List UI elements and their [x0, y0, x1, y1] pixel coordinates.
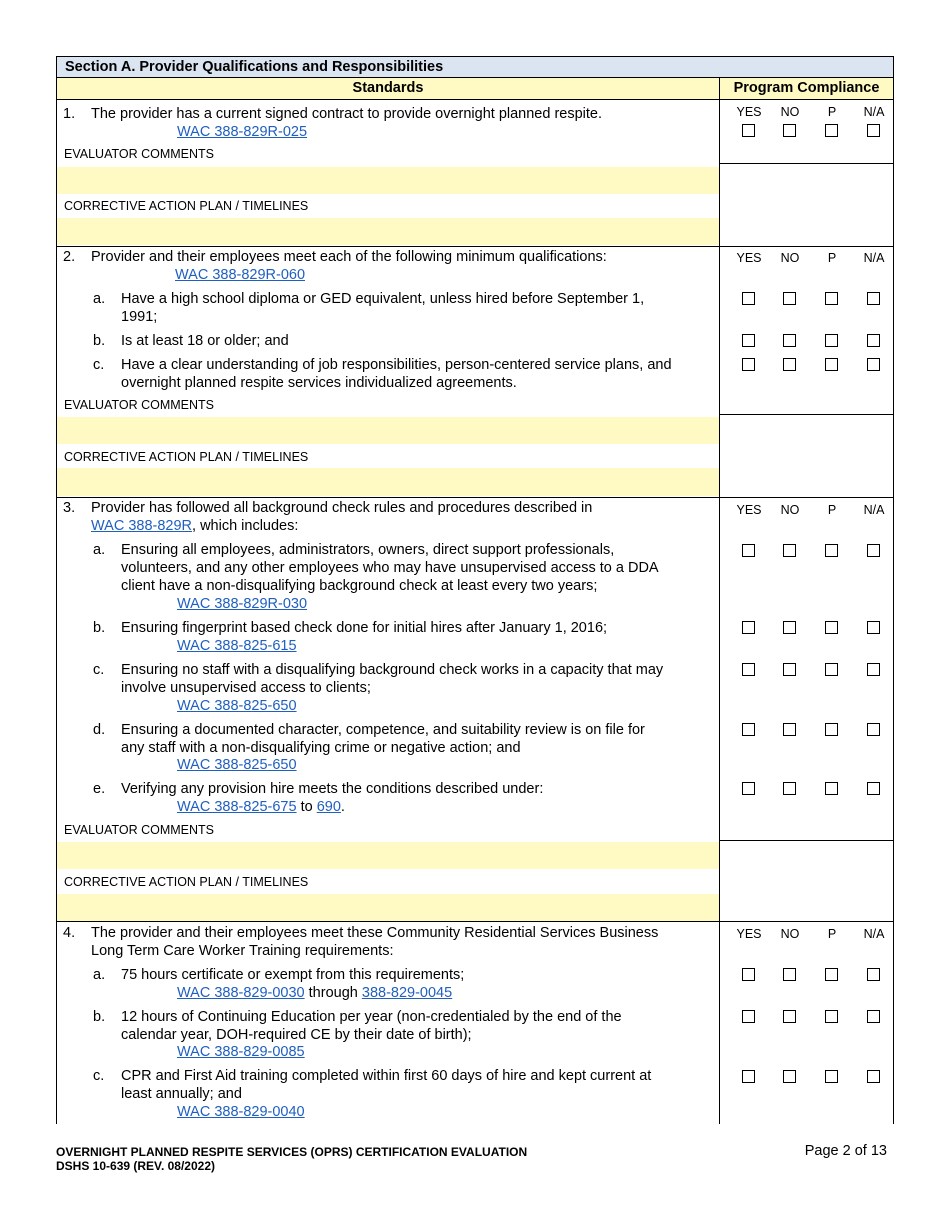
checkbox-yes[interactable] [742, 334, 755, 347]
option-header-no: NO [780, 251, 800, 265]
item-number: 2. [63, 249, 76, 265]
item-4c-text: CPR and First Aid training completed within first 60 days of hire and kept current at [121, 1068, 652, 1084]
sub-letter: c. [93, 1068, 105, 1084]
checkbox-no[interactable] [783, 544, 796, 557]
sub-letter: c. [93, 662, 105, 678]
wac-link[interactable]: WAC 388-825-650 [177, 757, 297, 773]
section-title: Section A. Provider Qualifications and Responsibilities [56, 56, 894, 78]
option-header-p: P [827, 927, 837, 941]
checkbox-no[interactable] [783, 334, 796, 347]
option-header-na: N/A [863, 503, 885, 517]
corrective-action-label: CORRECTIVE ACTION PLAN / TIMELINES [64, 875, 309, 889]
checkbox-na[interactable] [867, 544, 880, 557]
wac-link[interactable]: WAC 388-825-650 [177, 698, 297, 714]
checkbox-na[interactable] [867, 334, 880, 347]
checkbox-p[interactable] [825, 292, 838, 305]
checkbox-no[interactable] [783, 621, 796, 634]
period: . [340, 799, 345, 815]
evaluator-comments-field-2[interactable] [57, 417, 719, 444]
sub-letter: c. [93, 357, 105, 373]
checkbox-na[interactable] [867, 968, 880, 981]
footer-form-number: DSHS 10-639 (REV. 08/2022) [56, 1159, 215, 1173]
item-3c-text: Ensuring no staff with a disqualifying background check works in a capacity that may [121, 662, 664, 678]
sub-letter: a. [93, 542, 106, 558]
checkbox-no[interactable] [783, 358, 796, 371]
option-header-p: P [827, 251, 837, 265]
checkbox-na[interactable] [867, 663, 880, 676]
item-3d-text: any staff with a non-disqualifying crime or negative action; and [121, 740, 521, 756]
standards-header: Standards [56, 78, 720, 100]
option-header-na: N/A [863, 105, 885, 119]
item-4b-text: 12 hours of Continuing Education per year (non-credentialed by the end of the [121, 1009, 622, 1025]
item-2c-text: Have a clear understanding of job responsibilities, person-centered service plans, and [121, 357, 672, 373]
sub-letter: b. [93, 1009, 106, 1025]
checkbox-yes[interactable] [742, 292, 755, 305]
wac-link[interactable]: WAC 388-829-0030 [177, 985, 305, 1001]
item-2c-text: overnight planned respite services individualized agreements. [121, 375, 517, 391]
item-4-text: Long Term Care Worker Training requirements: [91, 943, 394, 959]
checkbox-no[interactable] [783, 663, 796, 676]
checkbox-na[interactable] [867, 621, 880, 634]
checkbox-na[interactable] [867, 782, 880, 795]
item-number: 3. [63, 500, 76, 516]
checkbox-yes[interactable] [742, 968, 755, 981]
wac-link[interactable]: 690 [316, 799, 341, 815]
checkbox-p[interactable] [825, 968, 838, 981]
checkbox-p[interactable] [825, 723, 838, 736]
item-3a-text: client have a non-disqualifying background check at least every two years; [121, 578, 598, 594]
item-4a-text: 75 hours certificate or exempt from this requirements; [121, 967, 465, 983]
checkbox-na[interactable] [867, 124, 880, 137]
item-2a-text: Have a high school diploma or GED equivalent, unless hired before September 1, [121, 291, 645, 307]
checkbox-yes[interactable] [742, 621, 755, 634]
checkbox-no[interactable] [783, 723, 796, 736]
checkbox-p[interactable] [825, 621, 838, 634]
wac-link[interactable]: WAC 388-829R-030 [177, 596, 308, 612]
evaluator-comments-label: EVALUATOR COMMENTS [64, 398, 215, 412]
row-divider [56, 497, 894, 498]
checkbox-yes[interactable] [742, 358, 755, 371]
checkbox-no[interactable] [783, 124, 796, 137]
item-3b-text: Ensuring fingerprint based check done for initial hires after January 1, 2016; [121, 620, 608, 636]
wac-link[interactable]: WAC 388-825-675 [177, 799, 297, 815]
option-header-yes: YES [736, 105, 762, 119]
checkbox-na[interactable] [867, 723, 880, 736]
column-divider [719, 100, 720, 1124]
item-3e-text: Verifying any provision hire meets the conditions described under: [121, 781, 544, 797]
footer-title: OVERNIGHT PLANNED RESPITE SERVICES (OPRS) CERTIFICATION EVALUATION [56, 1145, 528, 1159]
item-number: 4. [63, 925, 76, 941]
item-3-text: , which includes: [192, 518, 299, 534]
checkbox-yes[interactable] [742, 544, 755, 557]
checkbox-p[interactable] [825, 1070, 838, 1083]
item-3a-text: Ensuring all employees, administrators, owners, direct support professionals, [121, 542, 615, 558]
item-3-text: Provider has followed all background check rules and procedures described in [91, 500, 593, 516]
checkbox-p[interactable] [825, 544, 838, 557]
item-2a-text: 1991; [121, 309, 158, 325]
checkbox-no[interactable] [783, 1070, 796, 1083]
compliance-divider [719, 414, 894, 415]
checkbox-yes[interactable] [742, 723, 755, 736]
checkbox-no[interactable] [783, 292, 796, 305]
wac-link[interactable]: WAC 388-829R [91, 518, 193, 534]
evaluator-comments-label: EVALUATOR COMMENTS [64, 823, 215, 837]
item-2-text: Provider and their employees meet each of the following minimum qualifications: [91, 249, 607, 265]
wac-link[interactable]: WAC 388-829-0040 [177, 1104, 305, 1120]
checkbox-p[interactable] [825, 782, 838, 795]
option-header-no: NO [780, 927, 800, 941]
option-header-no: NO [780, 503, 800, 517]
corrective-plan-field-2[interactable] [57, 468, 719, 496]
wac-link[interactable]: WAC 388-829R-025 [177, 124, 308, 140]
checkbox-no[interactable] [783, 968, 796, 981]
checkbox-p[interactable] [825, 663, 838, 676]
row-divider [56, 921, 894, 922]
item-4b-text: calendar year, DOH-required CE by their date of birth); [121, 1027, 472, 1043]
checkbox-yes[interactable] [742, 663, 755, 676]
checkbox-p[interactable] [825, 124, 838, 137]
checkbox-p[interactable] [825, 1010, 838, 1023]
corrective-plan-field-3[interactable] [57, 894, 719, 921]
option-header-no: NO [780, 105, 800, 119]
wac-link[interactable]: WAC 388-829-0085 [177, 1044, 305, 1060]
sub-letter: a. [93, 291, 106, 307]
checkbox-no[interactable] [783, 782, 796, 795]
item-4c-text: least annually; and [121, 1086, 242, 1102]
checkbox-yes[interactable] [742, 124, 755, 137]
option-header-yes: YES [736, 927, 762, 941]
checkbox-na[interactable] [867, 358, 880, 371]
sub-letter: d. [93, 722, 106, 738]
wac-link[interactable]: WAC 388-829R-060 [175, 267, 306, 283]
sub-letter: b. [93, 620, 106, 636]
item-number: 1. [63, 106, 76, 122]
item-3c-text: involve unsupervised access to clients; [121, 680, 371, 696]
option-header-na: N/A [863, 251, 885, 265]
checkbox-na[interactable] [867, 292, 880, 305]
checkbox-no[interactable] [783, 1010, 796, 1023]
item-4-text: The provider and their employees meet these Community Residential Services Business [91, 925, 659, 941]
option-header-yes: YES [736, 503, 762, 517]
link-connector: through [304, 985, 362, 1001]
wac-link[interactable]: WAC 388-825-615 [177, 638, 297, 654]
compliance-divider [719, 840, 894, 841]
corrective-action-label: CORRECTIVE ACTION PLAN / TIMELINES [64, 450, 309, 464]
item-3a-text: volunteers, and any other employees who may have unsupervised access to a DDA [121, 560, 659, 576]
wac-link[interactable]: 388-829-0045 [361, 985, 453, 1001]
evaluator-comments-field-1[interactable] [57, 167, 719, 194]
option-header-yes: YES [736, 251, 762, 265]
item-1-text: The provider has a current signed contract to provide overnight planned respite. [91, 106, 603, 122]
checkbox-p[interactable] [825, 358, 838, 371]
corrective-action-label: CORRECTIVE ACTION PLAN / TIMELINES [64, 199, 309, 213]
sub-letter: e. [93, 781, 106, 797]
checkbox-p[interactable] [825, 334, 838, 347]
row-divider [56, 246, 894, 247]
page-number: Page 2 of 13 [804, 1143, 887, 1159]
link-connector: to [296, 799, 317, 815]
option-header-p: P [827, 105, 837, 119]
option-header-p: P [827, 503, 837, 517]
item-3d-text: Ensuring a documented character, competence, and suitability review is on file for [121, 722, 645, 738]
checkbox-yes[interactable] [742, 782, 755, 795]
item-2b-text: Is at least 18 or older; and [121, 333, 289, 349]
evaluator-comments-label: EVALUATOR COMMENTS [64, 147, 215, 161]
compliance-divider [719, 163, 894, 164]
evaluator-comments-field-3[interactable] [57, 842, 719, 869]
option-header-na: N/A [863, 927, 885, 941]
corrective-plan-field-1[interactable] [57, 218, 719, 245]
checkbox-na[interactable] [867, 1010, 880, 1023]
checkbox-yes[interactable] [742, 1010, 755, 1023]
program-compliance-header: Program Compliance [719, 78, 894, 100]
sub-letter: b. [93, 333, 106, 349]
sub-letter: a. [93, 967, 106, 983]
checkbox-yes[interactable] [742, 1070, 755, 1083]
checkbox-na[interactable] [867, 1070, 880, 1083]
